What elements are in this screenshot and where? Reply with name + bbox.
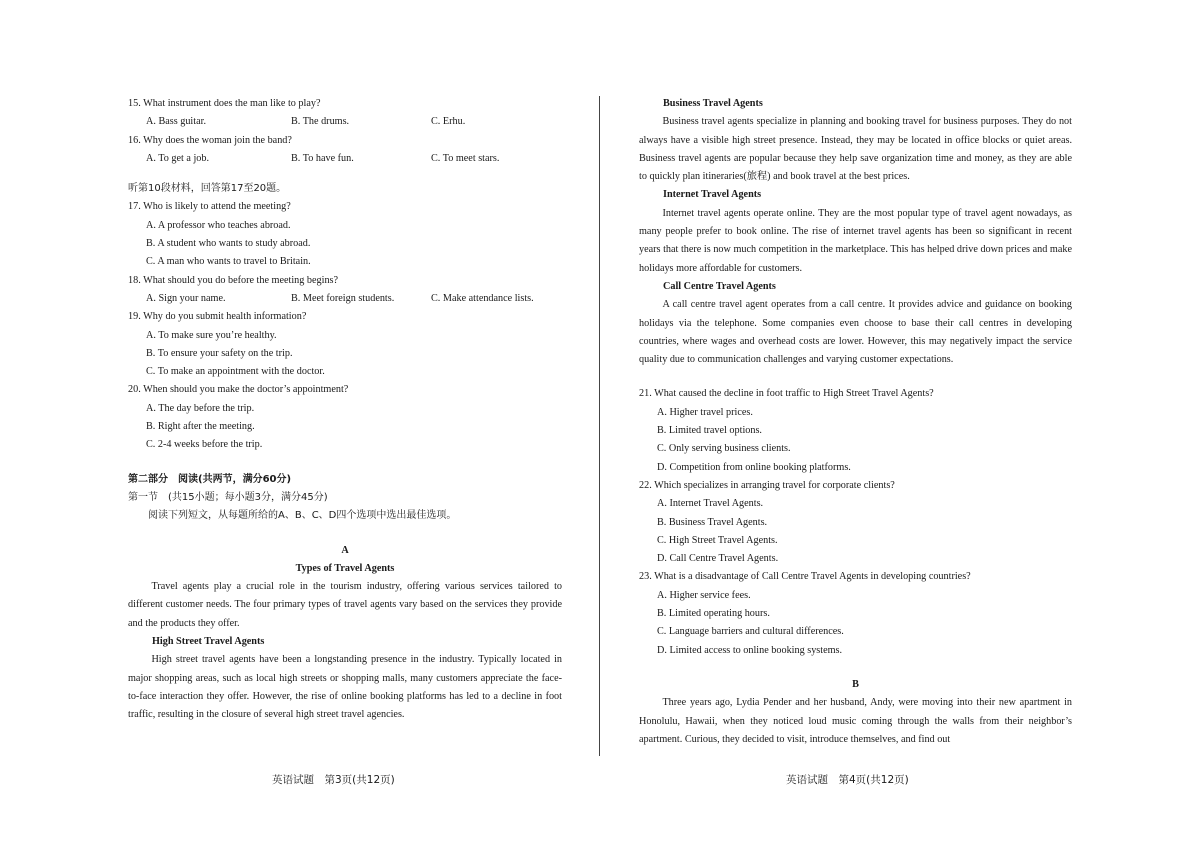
high-street-heading: High Street Travel Agents <box>152 636 265 648</box>
option: B. Limited travel options. <box>657 425 762 437</box>
option: C. Make attendance lists. <box>431 292 534 304</box>
question-17: 17. Who is likely to attend the meeting? <box>128 201 291 213</box>
option: B. Meet foreign students. <box>291 292 395 304</box>
page-footer-left: 英语试题 第3页(共12页) <box>272 774 395 786</box>
option: B. To have fun. <box>291 152 354 164</box>
option: C. High Street Travel Agents. <box>657 534 778 546</box>
passage-b-letter: B <box>852 678 859 690</box>
option: B. To ensure your safety on the trip. <box>146 347 293 359</box>
option: A. The day before the trip. <box>146 402 255 414</box>
section-one-heading: 第一节 (共15小题；每小题3分，满分45分) <box>128 491 328 503</box>
call-centre-paragraph: A call centre travel agent operates from a call centre. It provides advice and guidance on booking holidays via the telephone. Some companies even choose to base their call centres in developing countries, where wages and overhead costs are lower. However, this may negatively impact the service quality due to communication challenges and varying customer expectations. <box>639 299 1072 366</box>
question-23: 23. What is a disadvantage of Call Centre Travel Agents in developing countries? <box>639 571 971 583</box>
question-20: 20. When should you make the doctor’s appointment? <box>128 384 349 396</box>
question-22: 22. Which specializes in arranging travel for corporate clients? <box>639 479 895 491</box>
option: B. Right after the meeting. <box>146 421 255 433</box>
option: A. Higher service fees. <box>657 589 751 601</box>
passage-b-paragraph: Three years ago, Lydia Pender and her husband, Andy, were moving into their new apartment in Honolulu, Hawaii, when they noticed loud music coming through the walls from their neighbor’s apartment. Curious, they decided to visit, introduce themselves, and find out <box>639 697 1072 745</box>
internet-heading: Internet Travel Agents <box>663 189 762 201</box>
listening-instruction: 听第10段材料，回答第17至20题。 <box>128 183 287 195</box>
question-18: 18. What should you do before the meeting begins? <box>128 274 339 286</box>
option: D. Competition from online booking platforms. <box>657 461 851 473</box>
option: C. Language barriers and cultural differences. <box>657 626 844 638</box>
option: A. Higher travel prices. <box>657 406 753 418</box>
option: D. Limited access to online booking systems. <box>657 644 843 656</box>
part-two-heading: 第二部分 阅读(共两节，满分60分) <box>128 473 292 485</box>
option: C. Only serving business clients. <box>657 443 791 455</box>
passage-letter: A <box>341 544 349 556</box>
option: D. Call Centre Travel Agents. <box>657 553 779 565</box>
intro-paragraph: Travel agents play a crucial role in the tourism industry, offering various services tailored to different customer needs. The four primary types of travel agents vary based on the services they provide and the products they offer. <box>128 581 562 629</box>
question-15-options <box>146 113 562 131</box>
option: C. To meet stars. <box>431 152 500 164</box>
column-divider <box>599 96 600 756</box>
call-centre-heading: Call Centre Travel Agents <box>663 280 776 292</box>
question-16: 16. Why does the woman join the band? <box>128 134 292 146</box>
option: C. To make an appointment with the doctor. <box>146 366 325 378</box>
question-15: 15. What instrument does the man like to play? <box>128 98 321 109</box>
question-21: 21. What caused the decline in foot traffic to High Street Travel Agents? <box>639 388 934 400</box>
option: C. 2-4 weeks before the trip. <box>146 439 263 451</box>
option: A. Sign your name. <box>146 292 226 304</box>
option: C. Erhu. <box>431 116 466 128</box>
high-street-paragraph: High street travel agents have been a longstanding presence in the industry. Typically located in major shopping areas, such as local high streets or shopping malls, many customers appreciate the face-to-face interaction they offer. However, the rise of online booking platforms has led to a decline in foot traffic, resulting in the closure of several high street travel agencies. <box>128 654 562 721</box>
option: A. To make sure you’re healthy. <box>146 329 277 341</box>
page-footer-right: 英语试题 第4页(共12页) <box>786 774 909 786</box>
internet-paragraph: Internet travel agents operate online. They are the most popular type of travel agent nowadays, as many people prefer to book online. The rise of internet travel agents has been so significant in recent years that there is now much competition in the marketplace. This has helped drive down prices and make holidays more affordable for customers. <box>639 207 1072 274</box>
option: A. To get a job. <box>146 152 210 164</box>
option: B. The drums. <box>291 116 350 128</box>
question-18-options <box>146 290 562 308</box>
right-column <box>639 95 1072 749</box>
passage-title: Types of Travel Agents <box>295 562 395 574</box>
reading-instruction: 阅读下列短文，从每题所给的A、B、C、D四个选项中选出最佳选项。 <box>148 510 457 522</box>
business-paragraph: Business travel agents specialize in planning and booking travel for business purposes. They do not always have a visible high street presence. Instead, they may be located in office blocks or quiet areas. Business travel agents are popular because they help save organization time and money, as they are able to quickly plan itineraries(旅程) and book travel at the best prices. <box>639 116 1072 183</box>
option: A. A professor who teaches abroad. <box>146 219 291 231</box>
option: C. A man who wants to travel to Britain. <box>146 256 311 268</box>
business-heading: Business Travel Agents <box>663 98 763 109</box>
question-19: 19. Why do you submit health information? <box>128 311 307 323</box>
option: B. A student who wants to study abroad. <box>146 238 311 250</box>
option: A. Internet Travel Agents. <box>657 498 764 510</box>
option: B. Business Travel Agents. <box>657 516 768 528</box>
left-column <box>128 95 562 725</box>
option: B. Limited operating hours. <box>657 608 770 620</box>
question-16-options <box>146 150 562 168</box>
option: A. Bass guitar. <box>146 116 206 128</box>
